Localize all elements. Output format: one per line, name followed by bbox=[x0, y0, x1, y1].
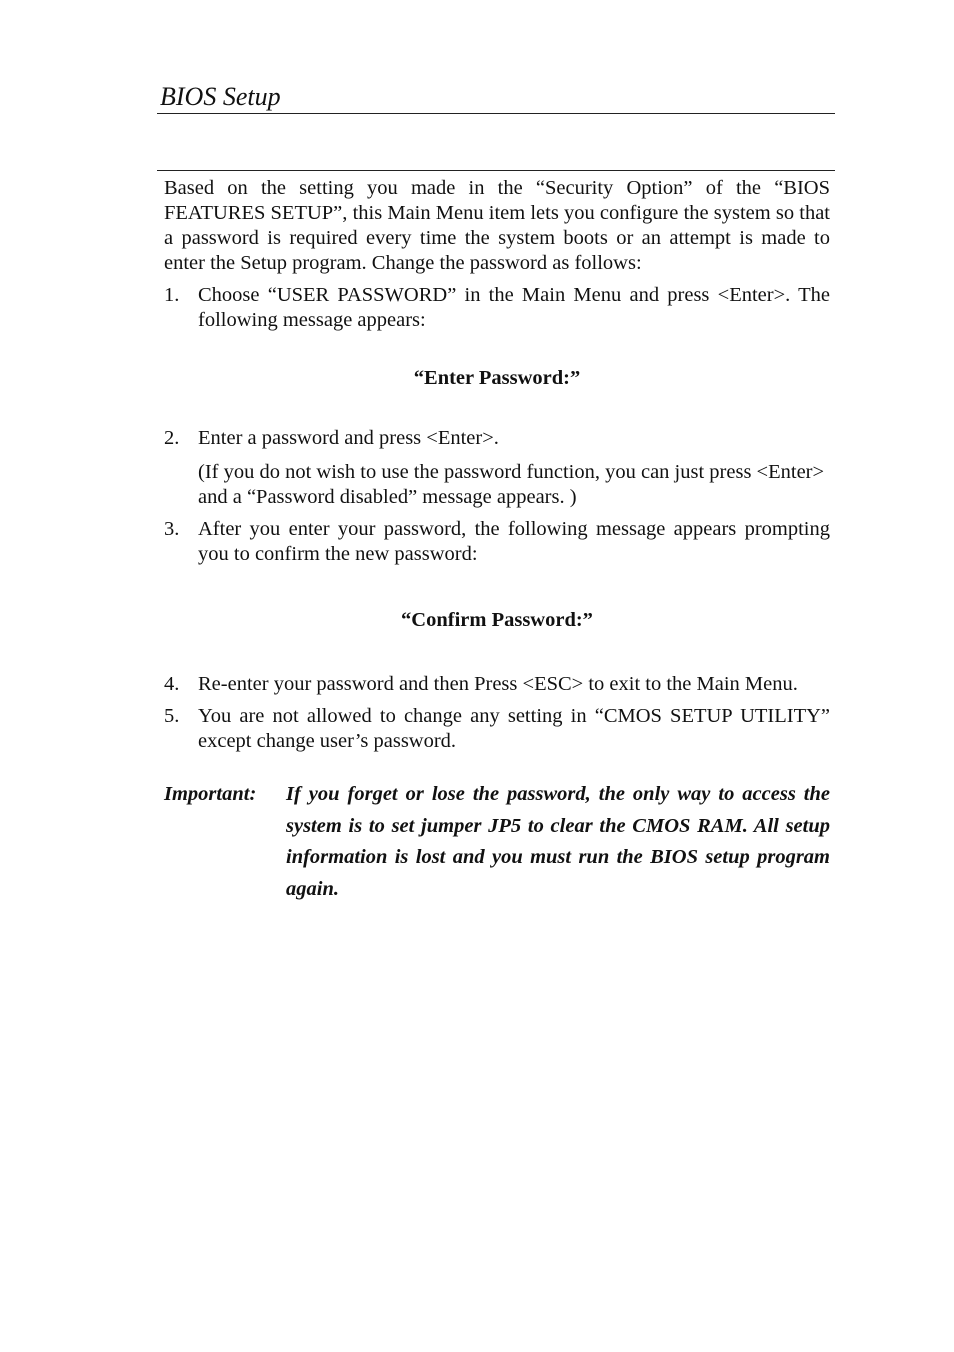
section-rule bbox=[157, 170, 835, 171]
list-note: (If you do not wish to use the password function, you can just press <Enter> and a “Password disabled” message appears. ) bbox=[198, 461, 825, 508]
list-text: After you enter your password, the following message appears prompting you to confirm the new password: bbox=[198, 518, 830, 565]
list-item bbox=[164, 704, 830, 754]
page-content bbox=[164, 176, 830, 905]
list-text: You are not allowed to change any setting in “CMOS SETUP UTILITY” except change user’s password. bbox=[198, 705, 830, 752]
list-text: Enter a password and press <Enter>. bbox=[198, 427, 499, 449]
list-item bbox=[164, 426, 830, 510]
list-item bbox=[164, 672, 830, 697]
page-header-title: BIOS Setup bbox=[160, 82, 281, 111]
list-text: Choose “USER PASSWORD” in the Main Menu and press <Enter>. The following message appears: bbox=[198, 284, 830, 331]
enter-password-message: “Enter Password:” bbox=[413, 367, 581, 389]
list-number: 4. bbox=[164, 673, 180, 695]
confirm-password-message: “Confirm Password:” bbox=[401, 609, 593, 631]
list-item bbox=[164, 517, 830, 567]
important-label: Important: bbox=[164, 783, 257, 805]
header-rule bbox=[157, 113, 835, 114]
list-number: 2. bbox=[164, 427, 180, 449]
list-number: 1. bbox=[164, 284, 180, 306]
list-item bbox=[164, 283, 830, 333]
list-number: 3. bbox=[164, 518, 180, 540]
list-number: 5. bbox=[164, 705, 180, 727]
intro-paragraph: Based on the setting you made in the “Security Option” of the “BIOS FEATURES SETUP”, this Main Menu item lets you configure the system so that a password is required every time the system boots or an attempt is made to enter the Setup program. Change the password as follows: bbox=[164, 177, 830, 274]
important-note bbox=[164, 779, 830, 905]
list-text: Re-enter your password and then Press <ESC> to exit to the Main Menu. bbox=[198, 673, 798, 695]
important-text: If you forget or lose the password, the only way to access the system is to set jumper JP5 to clear the CMOS RAM. All setup information is lost and you must run the BIOS setup program again. bbox=[286, 783, 830, 900]
